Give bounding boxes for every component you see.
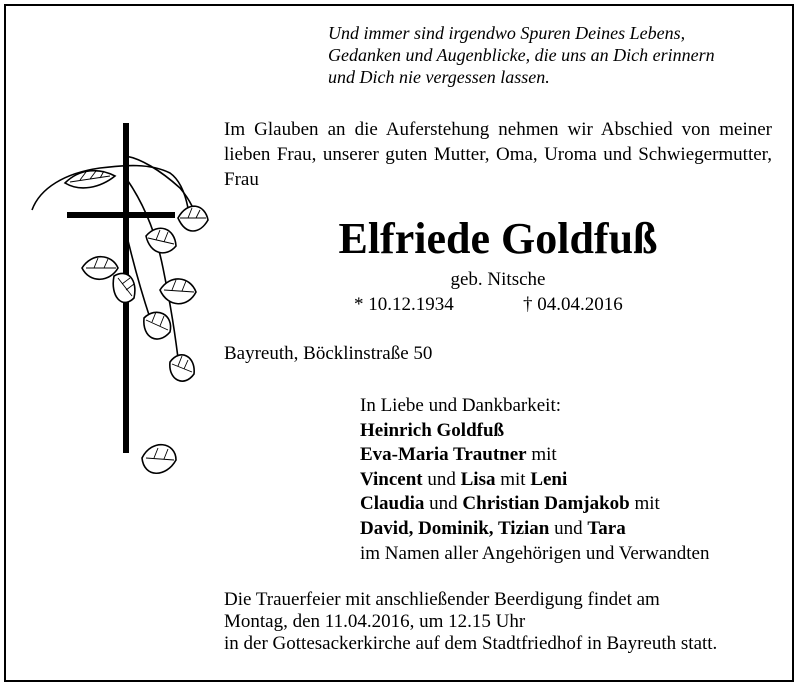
funeral-line: Montag, den 11.04.2016, um 12.15 Uhr (224, 611, 526, 632)
birth-date: * 10.12.1934 (354, 294, 454, 315)
motto-line: und Dich nie vergessen lassen. (328, 67, 550, 87)
mourners-list (360, 394, 780, 566)
mourner-name: Tara (587, 517, 626, 539)
mourner-line (360, 468, 780, 493)
mourner-name: Leni (530, 468, 568, 490)
memorial-motto (328, 22, 778, 88)
maiden-name: geb. Nitsche (450, 269, 546, 290)
mourners-heading: In Liebe und Dankbarkeit: (360, 395, 562, 416)
funeral-details (224, 589, 784, 655)
intro-text: Im Glauben an die Auferstehung nehmen wir Abschied von meiner lieben Frau, unserer guten Mutter, Oma, Uroma und Schwiegermutter, Frau (224, 119, 772, 190)
mourner-name: Heinrich Goldfuß (360, 419, 505, 441)
mourner-line (360, 443, 780, 468)
death-date: † 04.04.2016 (523, 294, 623, 315)
mourner-name: Eva-Maria Trautner (360, 444, 527, 466)
leaf (144, 312, 171, 339)
mourners-closing: im Namen aller Angehörigen und Verwandten (360, 542, 710, 564)
cross-with-birch-leaves-icon (30, 118, 220, 503)
funeral-line: in der Gottesackerkirche auf dem Stadtfriedhof in Bayreuth statt. (224, 633, 718, 654)
leaf (113, 273, 135, 302)
mourner-line (360, 419, 780, 444)
connector-text: mit (495, 468, 531, 490)
mourner-name: David, Dominik, Tizian (360, 517, 550, 539)
connector-text: mit (526, 444, 557, 466)
hill-outline (32, 166, 188, 210)
connector-text: und (424, 493, 463, 515)
mourner-name: Lisa (460, 468, 496, 490)
address: Bayreuth, Böcklinstraße 50 (224, 343, 433, 364)
leaf (178, 206, 208, 231)
mourner-line (360, 517, 780, 542)
mourner-name: Christian Damjakob (462, 493, 630, 515)
mourner-name: Claudia (360, 493, 425, 515)
motto-line: Und immer sind irgendwo Spuren Deines Lebens, (328, 23, 686, 43)
motto-line: Gedanken und Augenblicke, die uns an Dich erinnern (328, 45, 715, 65)
connector-text: und (549, 517, 588, 539)
mourner-line (360, 492, 780, 517)
connector-text: mit (629, 493, 660, 515)
funeral-line: Die Trauerfeier mit anschließender Beerdigung findet am (224, 589, 660, 610)
deceased-name: Elfriede Goldfuß (338, 214, 658, 263)
mourner-name: Vincent (360, 468, 423, 490)
cross-horizontal-beam (67, 212, 175, 218)
connector-text: und (422, 468, 461, 490)
